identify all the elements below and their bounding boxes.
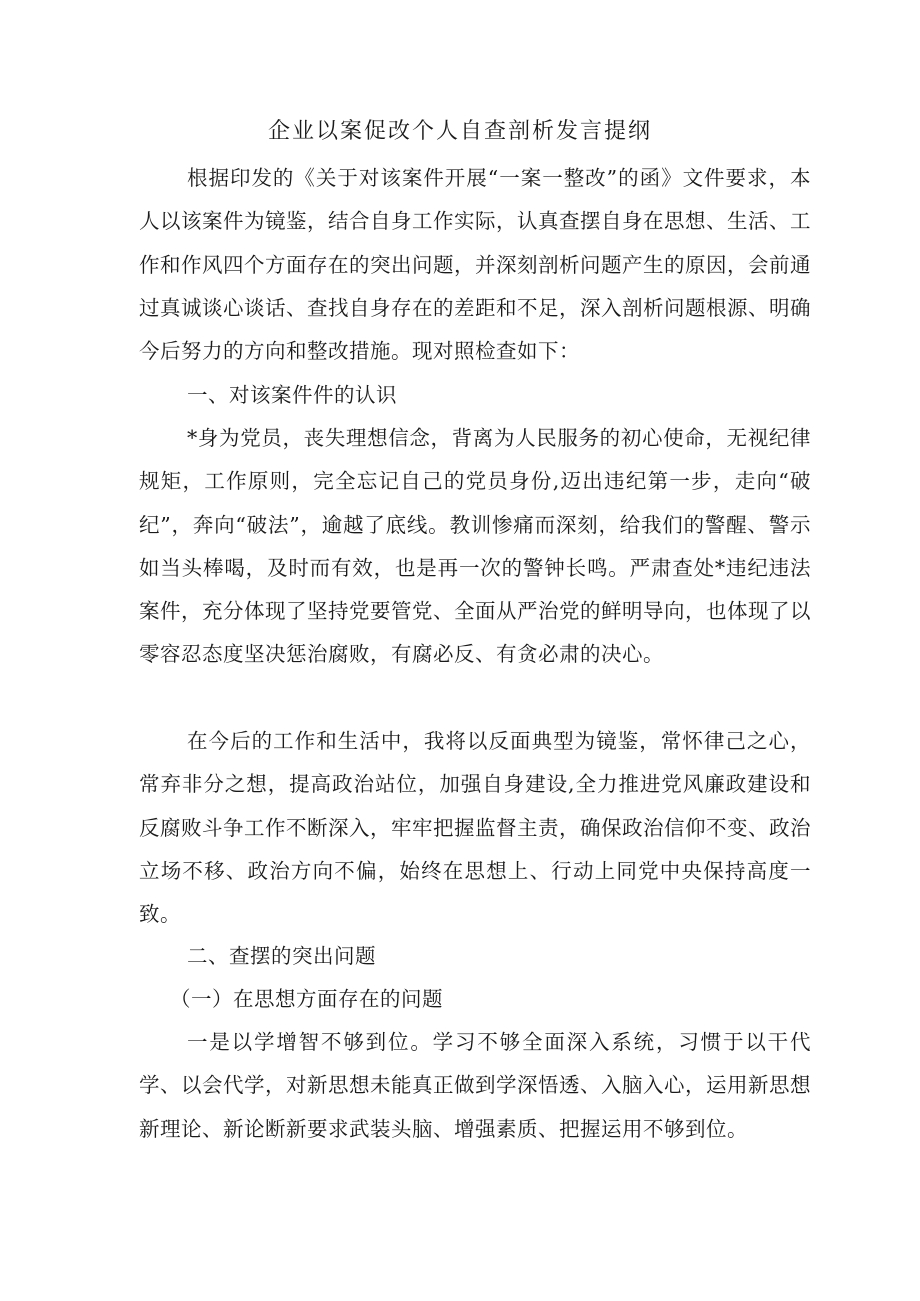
section-heading-1: 一、对该案件件的认识 — [187, 383, 397, 407]
subsection-heading-1: （一）在思想方面存在的问题 — [170, 987, 443, 1011]
intro-paragraph: 根据印发的《关于对该案件开展“一案一整改”的函》文件要求，本人以该案件为镜鉴，结合自身工作实际，认真查摆自身在思想、生活、工作和作风四个方面存在的突出问题，并深刻剖析问题产生的原因，会前通过真诚谈心谈话、查找自身存在的差距和不足，深入剖析问题根源、明确今后努力的方向和整改措施。现对照检查如下： — [139, 166, 811, 364]
section-heading-2: 二、查摆的突出问题 — [187, 944, 376, 968]
document-title: 企业以案促改个人自查剖析发言提纲 — [267, 119, 652, 144]
section2-paragraph-1: 一是以学增智不够到位。学习不够全面深入系统，习惯于以干代学、以会代学，对新思想未能真正做到学深悟透、入脑入心，运用新思想新理论、新论断新要求武装头脑、增强素质、把握运用不够到位。 — [139, 1030, 811, 1141]
section1-paragraph-2: 在今后的工作和生活中，我将以反面典型为镜鉴，常怀律己之心，常弃非分之想，提高政治站位，加强自身建设,全力推进党风廉政建设和反腐败斗争工作不断深入，牢牢把握监督主责，确保政治信仰不变、政治立场不移、政治方向不偏，始终在思想上、行动上同党中央保持高度一致。 — [139, 729, 811, 927]
section1-paragraph-1: *身为党员，丧失理想信念，背离为人民服务的初心使命，无视纪律规矩，工作原则，完全忘记自己的党员身份,迈出违纪第一步，走向“破纪”，奔向“破法”，逾越了底线。教训惨痛而深刻，给我们的警醒、警示如当头棒喝，及时而有效，也是再一次的警钟长鸣。严肃查处*违纪违法案件，充分体现了坚持党要管党、全面从严治党的鲜明导向，也体现了以零容忍态度坚决惩治腐败，有腐必反、有贪必肃的决心。 — [139, 426, 811, 667]
